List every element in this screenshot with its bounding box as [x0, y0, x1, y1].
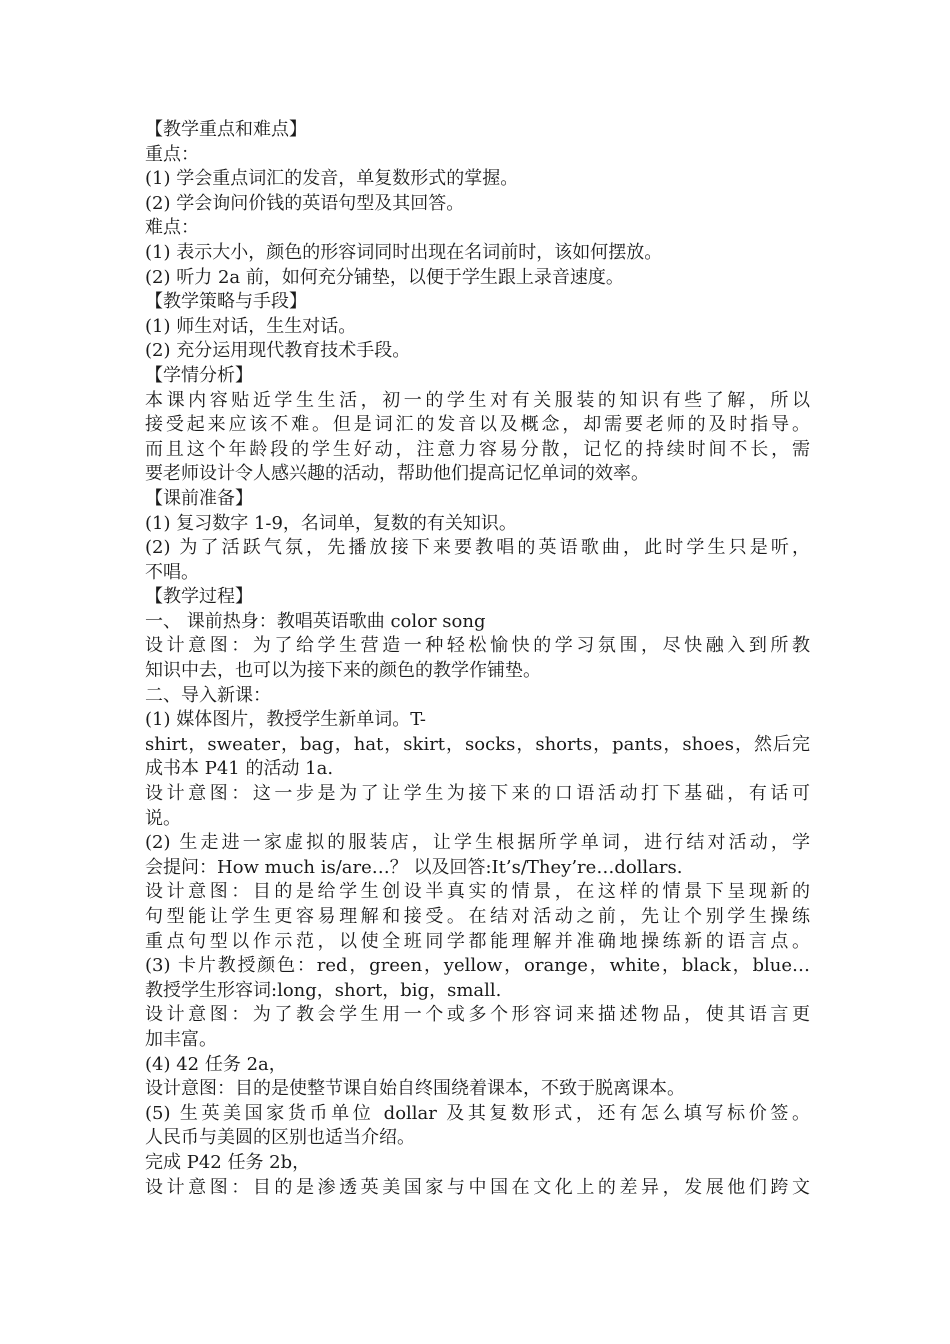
- text-line: 重点句型以作示范，以使全班同学都能理解并准确地操练新的语言点。: [145, 930, 810, 952]
- text-line: 而且这个年龄段的学生好动，注意力容易分散，记忆的持续时间不长，需: [145, 438, 810, 460]
- document-body: [145, 118, 810, 1200]
- text-line: 说。: [145, 807, 181, 829]
- text-line: 句型能让学生更容易理解和接受。在结对活动之前，先让个别学生操练: [145, 906, 810, 927]
- text-line: 完成 P42 任务 2b，: [145, 1151, 311, 1173]
- text-line: (2) 充分运用现代教育技术手段。: [145, 340, 411, 362]
- text-line: (5) 生英美国家货币单位 dollar 及其复数形式，还有怎么填写标价签。: [145, 1102, 810, 1124]
- text-line: 一、 课前热身：教唱英语歌曲 color song: [145, 610, 486, 632]
- text-line: 知识中去，也可以为接下来的颜色的教学作铺垫。: [145, 660, 541, 682]
- text-line: (1) 复习数字 1-9，名词单，复数的有关知识。: [145, 512, 517, 534]
- text-line: (2) 为了活跃气氛，先播放接下来要教唱的英语歌曲，此时学生只是听，: [145, 537, 810, 559]
- text-line: 设计意图：为了给学生营造一种轻松愉快的学习氛围，尽快融入到所教: [145, 635, 810, 657]
- text-line: 难点：: [145, 217, 199, 239]
- text-line: 【教学策略与手段】: [145, 291, 307, 313]
- text-line: 成书本 P41 的活动 1a.: [145, 758, 334, 780]
- text-line: (3) 卡片教授颜色：red，green，yellow，orange，white，black，blue…: [145, 955, 810, 977]
- text-line: 设计意图：目的是使整节课自始自终围绕着课本，不致于脱离课本。: [145, 1078, 685, 1100]
- text-line: (4) 42 任务 2a，: [145, 1053, 287, 1075]
- text-line: 设计意图：这一步是为了让学生为接下来的口语活动打下基础，有话可: [145, 783, 810, 805]
- text-line: (1) 表示大小，颜色的形容词同时出现在名词前时，该如何摆放。: [145, 241, 663, 263]
- text-line: 【教学重点和难点】: [145, 119, 307, 140]
- text-line: 会提问：How much is/are…？ 以及回答:It’s/They’re…dollars.: [145, 856, 683, 878]
- text-line: (1) 媒体图片，教授学生新单词。T-: [145, 709, 426, 731]
- text-line: (2) 学会询问价钱的英语句型及其回答。: [145, 192, 465, 214]
- text-line: 设计意图：为了教会学生用一个或多个形容词来描述物品，使其语言更: [145, 1004, 810, 1026]
- text-line: 教授学生形容词:long，short，big，small.: [145, 979, 502, 1001]
- text-line: 要老师设计令人感兴趣的活动，帮助他们提高记忆单词的效率。: [145, 463, 649, 485]
- text-line: 本课内容贴近学生生活，初一的学生对有关服装的知识有些了解，所以: [145, 389, 810, 411]
- text-line: 【课前准备】: [145, 487, 253, 509]
- text-line: shirt，sweater，bag，hat，skirt，socks，shorts，pants，shoes，然后完: [145, 733, 810, 755]
- text-line: (1) 学会重点词汇的发音，单复数形式的掌握。: [145, 168, 519, 190]
- text-line: 二、导入新课：: [145, 684, 271, 706]
- text-line: (1) 师生对话，生生对话。: [145, 315, 357, 337]
- text-line: 加丰富。: [145, 1028, 217, 1050]
- text-line: 不唱。: [145, 561, 199, 583]
- text-line: 接受起来应该不难。但是词汇的发音以及概念，却需要老师的及时指导。: [145, 414, 810, 436]
- text-line: (2) 听力 2a 前，如何充分铺垫，以便于学生跟上录音速度。: [145, 266, 624, 288]
- text-line: 人民币与美圆的区别也适当介绍。: [145, 1127, 415, 1149]
- text-line: 【学情分析】: [145, 364, 253, 386]
- text-line: 【教学过程】: [145, 586, 253, 608]
- text-line: 设计意图：目的是给学生创设半真实的情景，在这样的情景下呈现新的: [145, 881, 810, 903]
- text-line: 重点：: [145, 143, 199, 165]
- text-line: 设计意图：目的是渗透英美国家与中国在文化上的差异，发展他们跨文: [145, 1176, 810, 1198]
- text-line: (2) 生走进一家虚拟的服装店，让学生根据所学单词，进行结对活动，学: [145, 832, 810, 854]
